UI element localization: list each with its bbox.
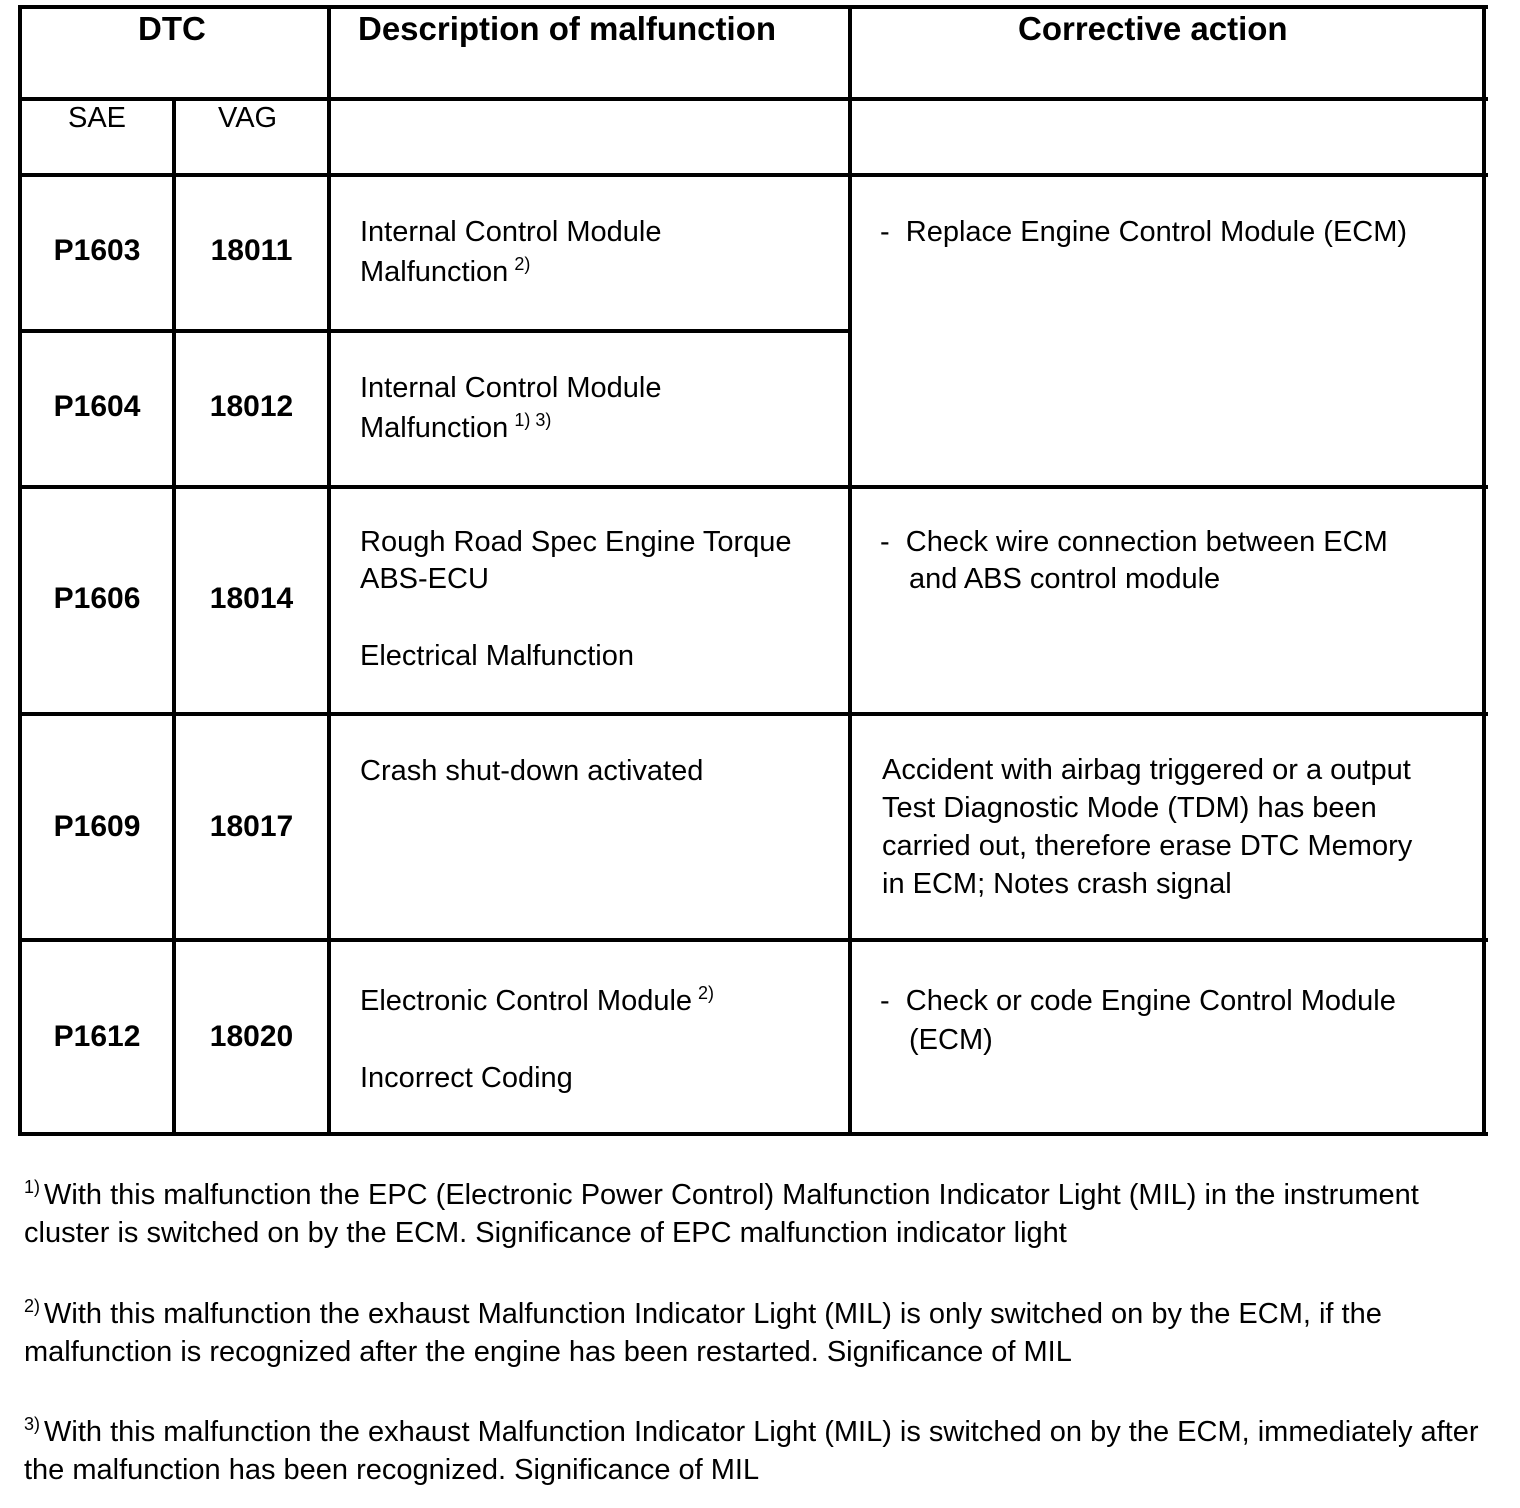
description-text: Malfunction [360,256,509,288]
action-line: and ABS control module [909,563,1221,595]
description-line: Internal Control Module [360,216,662,248]
corrective-action: - Replace Engine Control Module (ECM) [880,216,1408,248]
header-corrective: Corrective action [1018,10,1288,47]
description [360,982,714,1098]
description-line: Internal Control Module [360,372,662,404]
sae-code: P1606 [53,582,141,615]
description-line: ABS-ECU [360,563,489,595]
footnote-mark: 1) [24,1177,41,1198]
description [360,368,661,448]
corrective-action [880,982,1396,1060]
table-divider [18,938,1488,942]
table-border-top [18,5,1488,9]
vag-code: 18012 [209,390,294,423]
header-sae: SAE [68,102,127,134]
sae-code: P1609 [53,810,141,843]
description-line [360,408,661,448]
description: Crash shut-down activated [360,755,704,787]
footnote-mark: 2) [24,1296,41,1317]
footnote-text: With this malfunction the EPC (Electronic Power Control) Malfunction Indicator Light (MIL) in the instrument cluster is switched on by the ECM. Significance of EPC malfunction indicator light [24,1179,1419,1249]
corrective-action [880,524,1388,598]
description-line [360,982,714,1021]
vag-code: 18017 [209,810,294,843]
corrective-action [882,751,1412,903]
footnote-mark: 3) [24,1414,41,1435]
description-line: Incorrect Coding [360,1062,573,1094]
footnote-ref: 2) [514,254,531,275]
action-line: Accident with airbag triggered or a output [882,754,1411,786]
table-divider [18,485,1488,489]
table-border-bottom [18,1132,1488,1136]
table-border-left [18,5,22,1136]
table-divider [18,97,1488,101]
header-description: Description of malfunction [358,10,777,47]
footnote-ref: 1) 3) [514,410,552,431]
footnote-text: With this malfunction the exhaust Malfunction Indicator Light (MIL) is switched on by the ECM, immediately after the malfunction has been recognized. Significance of MIL [24,1416,1479,1486]
description [360,524,792,675]
action-line: - Check wire connection between ECM [880,526,1388,558]
sae-code: P1603 [53,234,141,267]
footnote [24,1413,1504,1489]
action-line: (ECM) [909,1024,993,1056]
table-divider [18,712,1488,716]
vag-code: 18014 [209,582,294,615]
description-line: Rough Road Spec Engine Torque [360,526,792,558]
sae-code: P1604 [53,390,141,423]
footnote [24,1295,1504,1371]
description-line [360,252,661,292]
sae-code: P1612 [53,1020,141,1053]
vag-code: 18020 [209,1020,294,1053]
vag-code: 18011 [210,234,293,267]
action-line: - Check or code Engine Control Module [880,985,1396,1017]
footnote [24,1176,1504,1252]
table-divider [848,5,852,1136]
table-divider [18,329,852,333]
table-border-right [1482,5,1486,1136]
action-line: Test Diagnostic Mode (TDM) has been [882,792,1377,824]
footnote-text: With this malfunction the exhaust Malfunction Indicator Light (MIL) is only switched on by the ECM, if the malfunction is recognized after the engine has been restarted. Significance of MIL [24,1298,1382,1368]
header-vag: VAG [218,102,278,134]
table-divider [18,173,1488,177]
description-text: Malfunction [360,412,509,444]
table-divider [327,5,331,1136]
description [360,212,661,292]
description-text: Electronic Control Module [360,985,693,1017]
action-line: carried out, therefore erase DTC Memory [882,830,1413,862]
header-dtc: DTC [138,10,206,47]
footnote-ref: 2) [698,983,715,1004]
action-line: in ECM; Notes crash signal [882,868,1232,900]
description-line: Electrical Malfunction [360,640,634,672]
